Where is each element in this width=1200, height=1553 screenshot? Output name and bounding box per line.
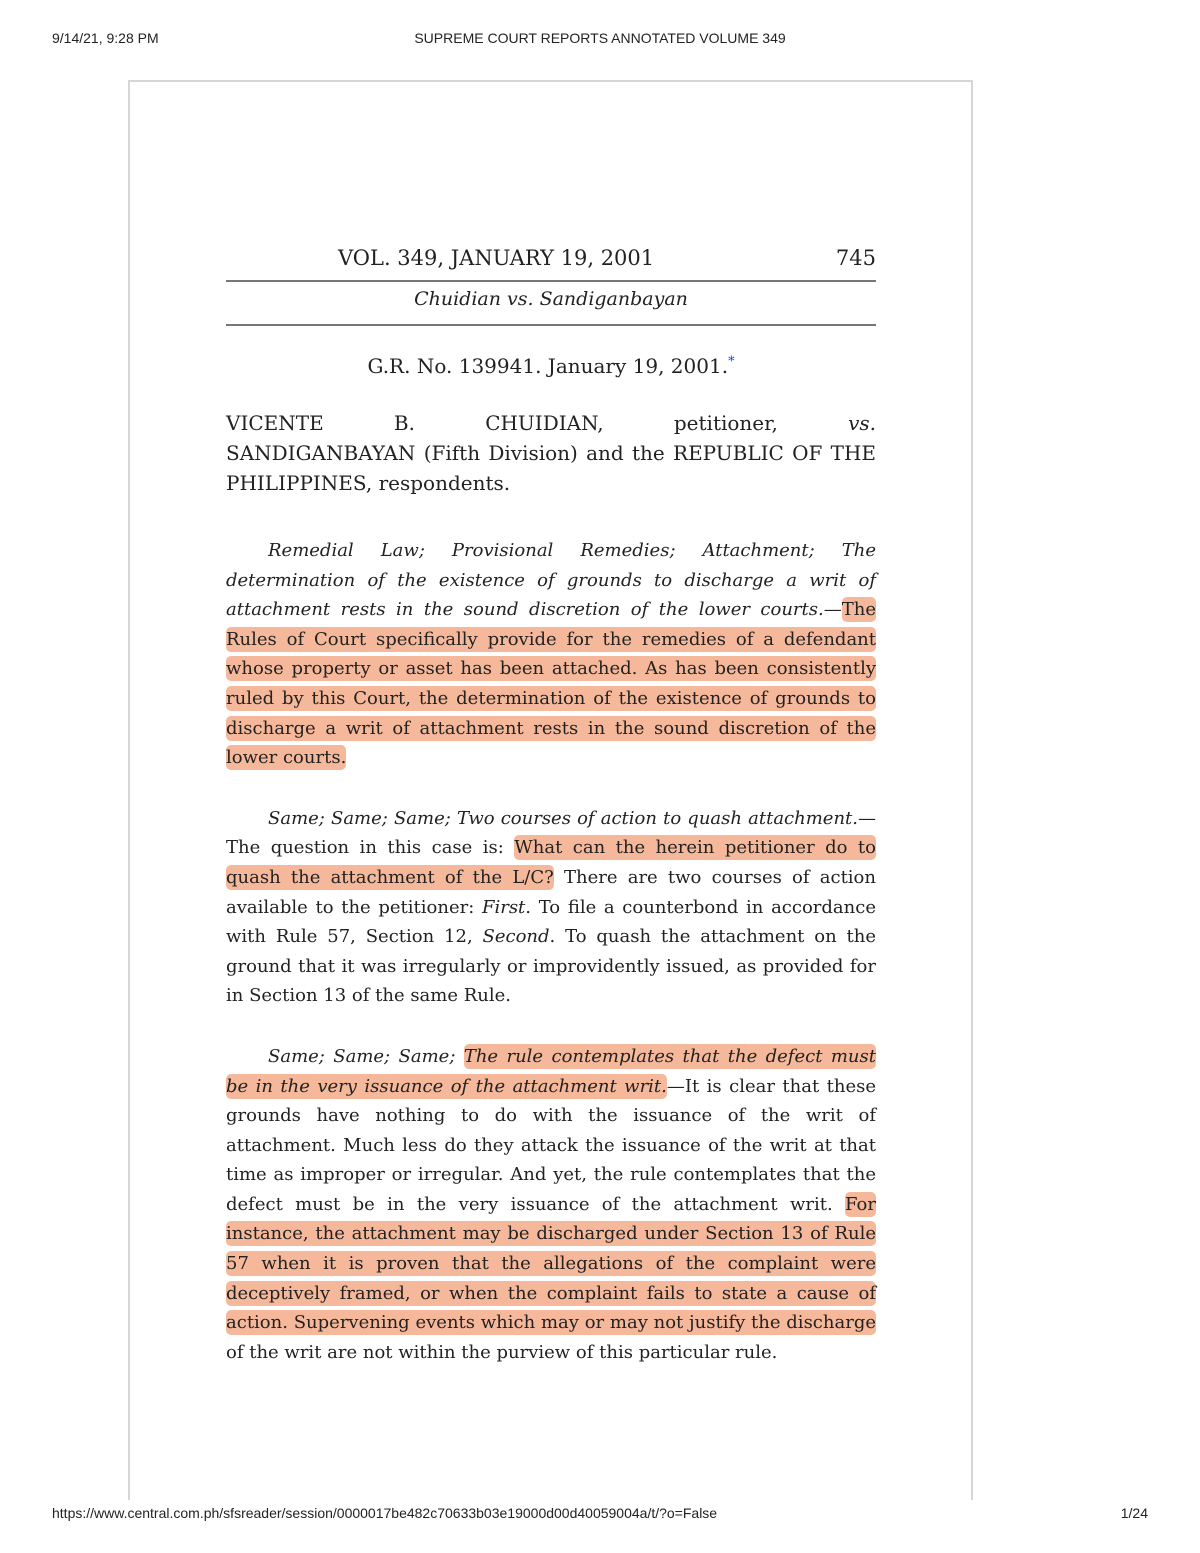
volume-date: VOL. 349, JANUARY 19, 2001 xyxy=(338,246,655,270)
syllabus-paragraph-2 xyxy=(226,804,876,1011)
highlighted-text[interactable]: The Rules of Court specifically provide for the remedies of a defendant whose property or asset has been attached. As has been consistently ruled by this Court, the determination of the existence of grounds to discharge a writ of attachment rests in the sound discretion of the lower courts. xyxy=(226,599,876,769)
body-text: . To quash the attachment on the ground that it was irregularly or improvidently issued, as provided for in Section 13 of the same Rule. xyxy=(226,926,876,1007)
running-head xyxy=(226,246,876,280)
print-header xyxy=(0,30,1200,50)
highlighted-text[interactable]: What can the herein petitioner do to quash the attachment of the L/C? xyxy=(226,837,876,888)
print-title: SUPREME COURT REPORTS ANNOTATED VOLUME 349 xyxy=(414,30,786,46)
print-url[interactable]: https://www.central.com.ph/sfsreader/session/0000017be482c70633b03e19000d00d40059004a/t/?o=False xyxy=(52,1505,718,1521)
print-page-count: 1/24 xyxy=(1120,1505,1148,1521)
page-number: 745 xyxy=(835,246,876,270)
syllabus-paragraph-1 xyxy=(226,536,876,773)
highlighted-text[interactable]: For instance, the attachment may be discharged under Section 13 of Rule 57 when it is proven that the allegations of the complaint were deceptively framed, or when the complaint fails to state a cause of action. Supervening events which may or may not justify the discharge xyxy=(226,1193,876,1334)
footnote-link[interactable]: * xyxy=(728,354,735,370)
syllabus-paragraph-3 xyxy=(226,1042,876,1368)
parties-line xyxy=(226,408,876,438)
highlighted-text[interactable]: The rule contemplates that the defect must be in the very issuance of the attachment writ. xyxy=(226,1045,876,1097)
body-text: There are two courses of action available to the petitioner: xyxy=(226,866,876,918)
emphasis-first: First xyxy=(481,896,526,918)
bottom-rule xyxy=(226,324,876,326)
print-footer xyxy=(0,1505,1200,1525)
parties xyxy=(226,408,876,498)
body-text: . To file a counterbond in accordance with Rule 57, Section 12, xyxy=(226,896,876,948)
syllabus-heading: Remedial Law; Provisional Remedies; Attachment; The determination of the existence of grounds to discharge a writ of attachment rests in the sound discretion of the lower courts. xyxy=(226,540,876,621)
syllabus-heading: Same; Same; Same; Two courses of action to quash attachment. xyxy=(268,807,858,829)
party-word: VICENTE xyxy=(226,411,324,435)
emphasis-second: Second xyxy=(482,926,550,948)
body-text: —It is clear that these grounds have nothing to do with the issuance of the writ of attachment. Much less do they attack the issuance of the writ at that time as improper or irregular. And yet, the rule contemplates that the defect must be in the very issuance of the attachment writ. xyxy=(226,1075,876,1215)
case-caption: Chuidian vs. Sandiganbayan xyxy=(414,288,688,310)
party-word: vs. xyxy=(848,411,876,435)
body-text: — The question in this case is: xyxy=(226,807,876,859)
syllabus xyxy=(226,536,876,1367)
party-word: petitioner, xyxy=(673,411,778,435)
body-text: of the writ are not within the purview of this particular rule. xyxy=(226,1341,778,1363)
syllabus-heading: Same; Same; Same; xyxy=(268,1045,464,1067)
dash: — xyxy=(823,599,842,621)
gr-number-text: G.R. No. 139941. January 19, 2001. xyxy=(367,354,729,378)
gr-number xyxy=(226,354,876,378)
party-word: CHUIDIAN, xyxy=(485,411,604,435)
document-page xyxy=(226,246,876,1398)
parties-rest: SANDIGANBAYAN (Fifth Division) and the REPUBLIC OF THE PHILIPPINES, respondents. xyxy=(226,441,876,495)
party-word: B. xyxy=(393,411,415,435)
print-datetime: 9/14/21, 9:28 PM xyxy=(52,30,159,46)
